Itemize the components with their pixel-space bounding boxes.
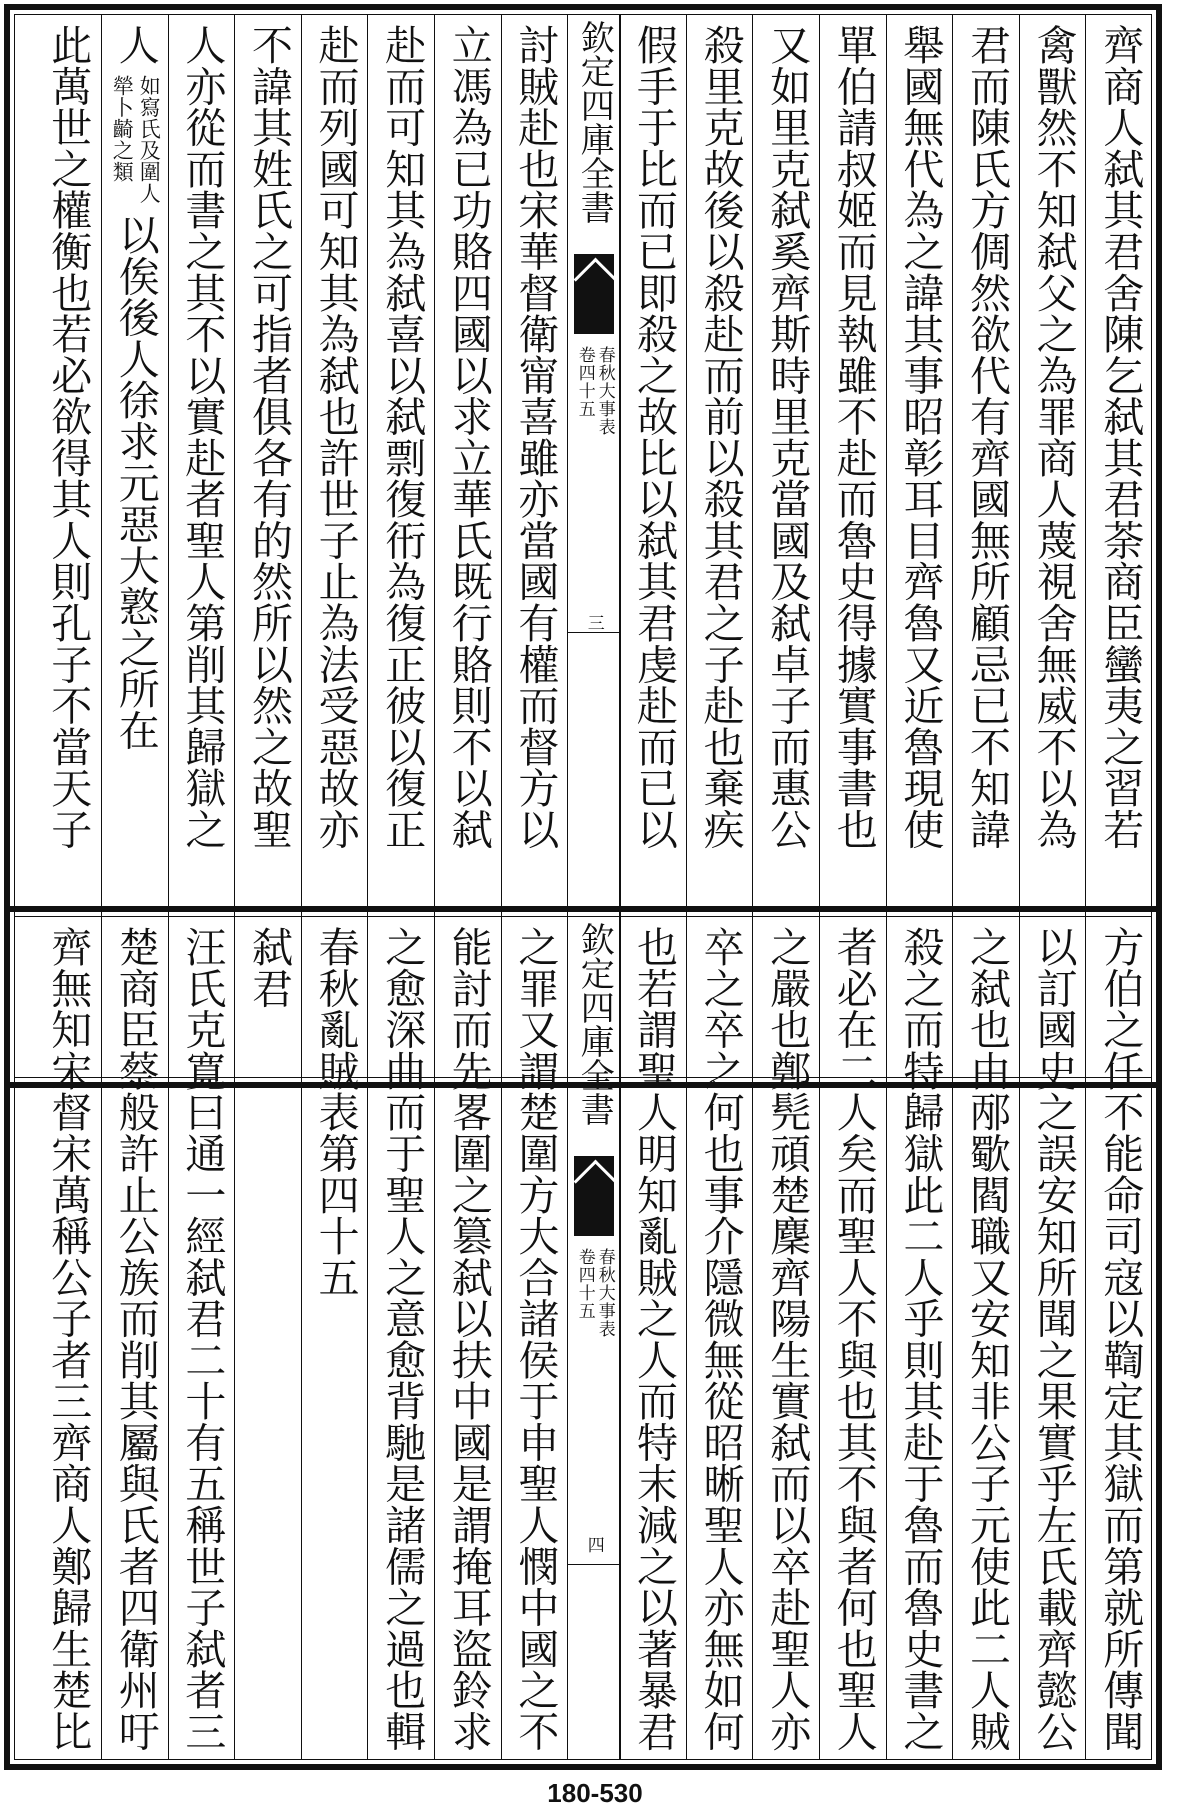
fishtail-ornament	[574, 254, 614, 334]
fishtail-ornament	[574, 1156, 614, 1236]
text-column	[367, 916, 435, 1760]
column-text: 弑君	[244, 926, 293, 1009]
column-text: 者必在二人矣而聖人不與也其不與者何也聖人	[829, 926, 878, 1752]
column-text-continued: 以俟後人徐求元惡大憝之所在	[111, 214, 160, 751]
column-text: 君而陳氏方倜然欲代有齊國無所顧忌已不知諱	[962, 24, 1011, 850]
book-title: 欽定四庫全書	[574, 922, 615, 1126]
column-text: 之弑也由邴歜閻職又安知非公子元使此二人賊	[962, 926, 1011, 1752]
column-text: 殺之而特歸獄此二人乎則其赴于魯而魯史書之	[896, 926, 945, 1752]
volume-number: 卷四十五	[574, 1248, 595, 1320]
book-title: 欽定四庫全書	[574, 20, 615, 224]
column-text: 之嚴也鄭髡頑楚麇齊陽生實弑而以卒赴聖人亦	[763, 926, 812, 1752]
column-text: 單伯請叔姬而見執雖不赴而魯史得據實事書也	[829, 24, 878, 850]
text-column	[686, 916, 754, 1760]
column-text: 此萬世之權衡也若必欲得其人則孔子不當天子	[44, 24, 93, 850]
text-column	[434, 916, 502, 1760]
volume-label	[576, 346, 613, 436]
column-text: 之罪又謂楚圍方大合諸侯于申聖人憫中國之不	[511, 926, 560, 1752]
center-title-strip	[567, 916, 621, 1760]
column-text: 舉國無代為之諱其事昭彰耳目齊魯又近魯現使	[896, 24, 945, 850]
column-text: 楚商臣蔡般許止公族而削其屬與氏者四衛州吁	[111, 926, 160, 1752]
text-column	[168, 916, 236, 1760]
text-column	[752, 916, 820, 1760]
lower-page	[4, 906, 1162, 1770]
page-footer-number: 180-530	[547, 1778, 643, 1808]
column-text: 也若謂聖人明知亂賊之人而特末減之以著暴君	[629, 926, 678, 1752]
leaf-number: 三	[583, 614, 604, 631]
column-text: 春秋亂賊表第四十五	[311, 926, 360, 1298]
volume-number: 卷四十五	[574, 346, 595, 418]
text-column	[234, 916, 302, 1760]
interlinear-note	[110, 75, 162, 205]
column-text: 赴而列國可知其為弑也許世子止為法受惡故亦	[311, 24, 360, 850]
strip-rule	[568, 1564, 620, 1565]
column-text: 之愈深曲而于聖人之意愈背馳是諸儒之過也輯	[378, 926, 427, 1752]
text-column	[501, 916, 569, 1760]
column-text: 假手于比而已即殺之故比以弑其君虔赴而已以	[629, 24, 678, 850]
text-column	[301, 916, 369, 1760]
work-title: 春秋大事表	[594, 1248, 615, 1338]
strip-rule	[568, 632, 620, 633]
column-text: 立馮為已功賂四國以求立華氏既行賂則不以弑	[444, 24, 493, 850]
text-column	[886, 916, 954, 1760]
column-text: 又如里克弑奚齊斯時里克當國及弑卓子而惠公	[763, 24, 812, 850]
column-text: 殺里克故後以殺赴而前以殺其君之子赴也棄疾	[696, 24, 745, 850]
text-column	[1085, 916, 1153, 1760]
column-text: 方伯之任不能命司寇以鞫定其獄而第就所傳聞	[1096, 926, 1145, 1752]
note-line: 犖卜齮之類	[110, 75, 135, 183]
note-line: 如寫氏及圍人	[137, 75, 162, 205]
column-text: 赴而可知其為弑喜以弑剽復衎為復正彼以復正	[378, 24, 427, 850]
text-column	[1019, 916, 1087, 1760]
column-text: 卒之卒之何也事介隱微無從昭晰聖人亦無如何	[696, 926, 745, 1752]
text-columns	[14, 916, 1152, 1760]
text-column	[952, 916, 1020, 1760]
column-text: 討賊赴也宋華督衛甯喜雖亦當國有權而督方以	[511, 24, 560, 850]
column-text: 禽獸然不知弑父之為罪商人蔑視舍無威不以為	[1029, 24, 1078, 850]
column-text: 汪氏克寛曰通一經弑君二十有五稱世子弑者三	[178, 926, 227, 1752]
text-column	[101, 916, 169, 1760]
column-text: 以訂國史之誤安知所聞之果實乎左氏載齊懿公	[1029, 926, 1078, 1752]
text-column	[619, 916, 687, 1760]
leaf-number: 四	[583, 1536, 604, 1553]
column-text: 能討而先畧圍之篡弑以扶中國是謂掩耳盜鈴求	[444, 926, 493, 1752]
column-text: 齊無知宋督宋萬稱公子者三齊商人鄭歸生楚比	[44, 926, 93, 1752]
column-text: 人亦從而書之其不以實赴者聖人第削其歸獄之	[178, 24, 227, 850]
work-title: 春秋大事表	[594, 346, 615, 436]
text-column	[34, 916, 101, 1760]
volume-label	[576, 1248, 613, 1338]
column-text: 不諱其姓氏之可指者俱各有的然所以然之故聖	[244, 24, 293, 850]
column-text: 人	[111, 24, 160, 66]
column-text: 齊商人弑其君舍陳乞弑其君荼商臣蠻夷之習若	[1096, 24, 1145, 850]
text-column	[819, 916, 887, 1760]
